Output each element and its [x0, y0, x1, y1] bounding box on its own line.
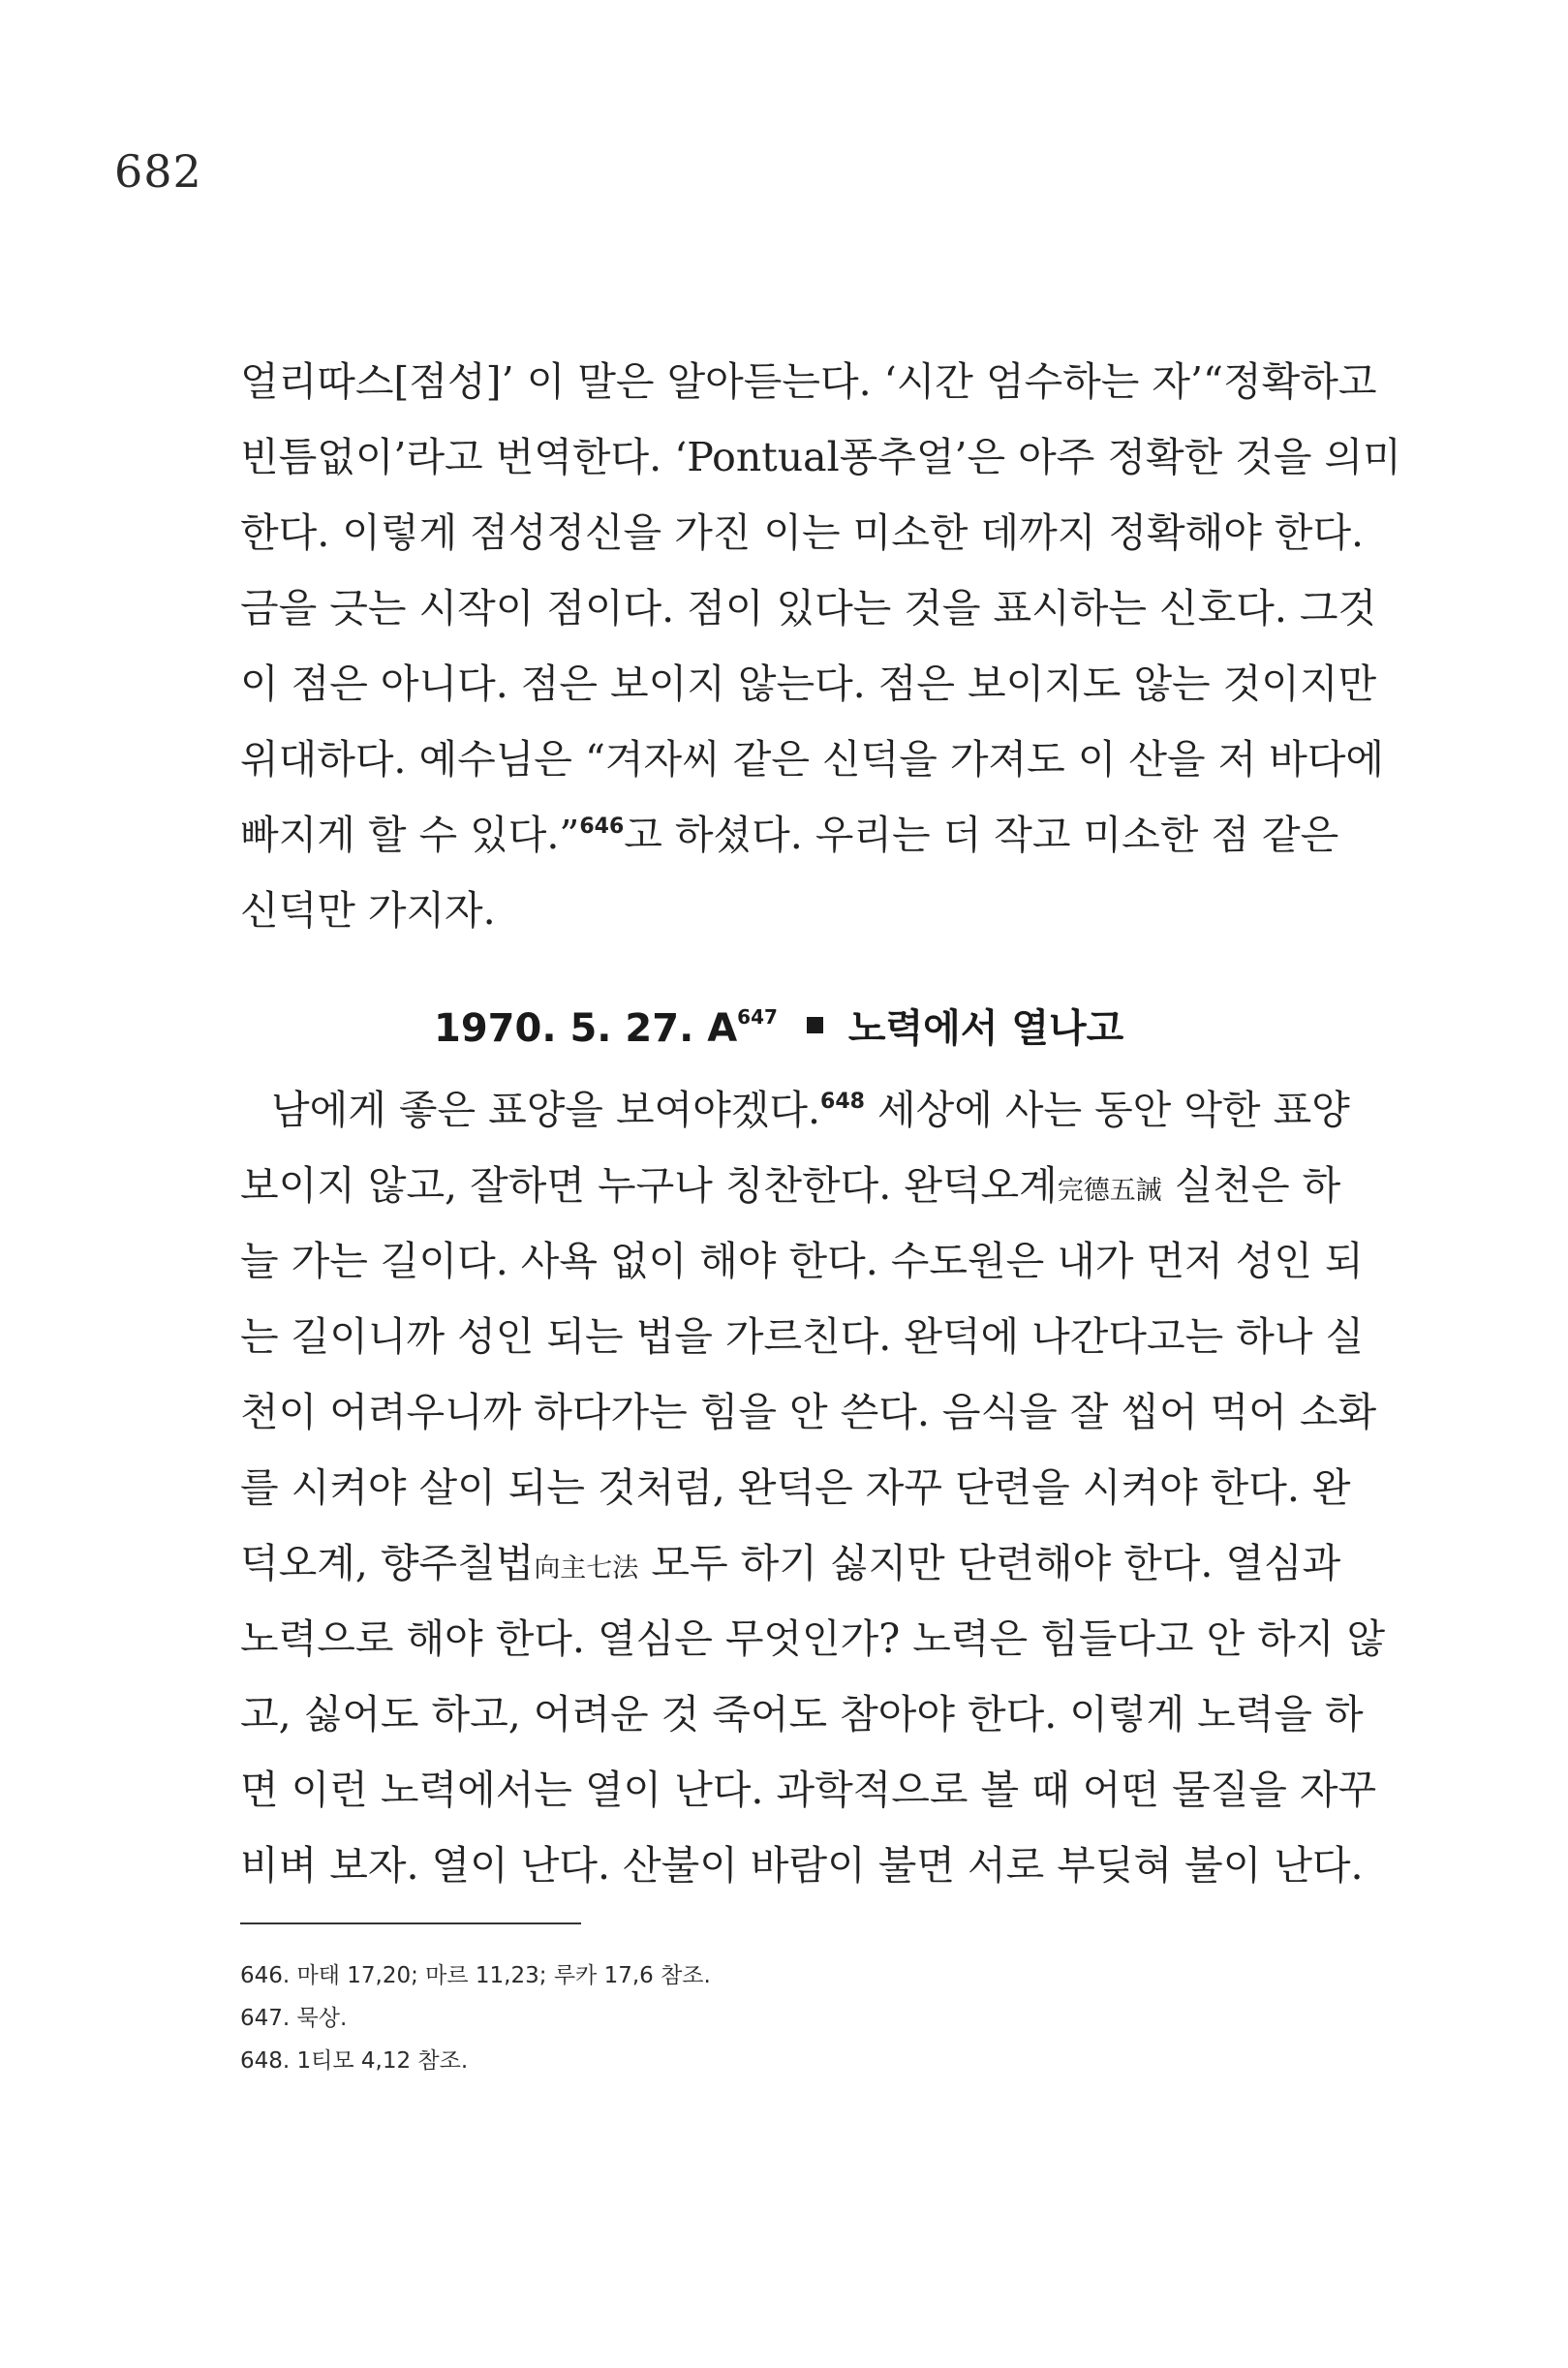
- heading-date: 1970. 5. 27. A: [434, 1006, 738, 1051]
- footnote-ref-647[interactable]: 647: [737, 1005, 778, 1029]
- paragraph1-line-2: 빈틈없이’라고 번역한다. ‘Pontual퐁추얼’은 아주 정확한 것을 의미: [240, 434, 1401, 480]
- paragraph2-line-3: 늘 가는 길이다. 사욕 없이 해야 한다. 수도원은 내가 먼저 성인 되: [240, 1238, 1364, 1284]
- paragraph1-line-4: 금을 긋는 시작이 점이다. 점이 있다는 것을 표시하는 신호다. 그것: [240, 585, 1377, 631]
- paragraph1-line-6: 위대하다. 예수님은 “겨자씨 같은 신덕을 가져도 이 산을 저 바다에: [240, 736, 1385, 783]
- text-span: 세상에 사는 동안 악한 표양: [864, 1087, 1350, 1133]
- paragraph1-line-7: [240, 808, 1339, 862]
- text-span: 빠지게 할 수 있다.”: [240, 812, 580, 858]
- text-span: 고 하셨다. 우리는 더 작고 미소한 점 같은: [624, 812, 1339, 858]
- paragraph1-line-5: 이 점은 아니다. 점은 보이지 않는다. 점은 보이지도 않는 것이지만: [240, 661, 1377, 707]
- paragraph2-line-7: [240, 1536, 1341, 1596]
- bullet-square-icon: [807, 1017, 823, 1033]
- paragraph2-line-2: [240, 1158, 1341, 1218]
- paragraph2-line-6: 를 시켜야 살이 되는 것처럼, 완덕은 자꾸 단련을 시켜야 한다. 완: [240, 1464, 1351, 1511]
- section-heading: [434, 1001, 1123, 1056]
- footnote-648: 648. 1티모 4,12 참조.: [240, 2048, 469, 2074]
- footnote-647: 647. 묵상.: [240, 2006, 348, 2031]
- paragraph2-line-11: 비벼 보자. 열이 난다. 산불이 바람이 불면 서로 부딪혀 불이 난다.: [240, 1842, 1364, 1889]
- footnote-ref-648[interactable]: 648: [820, 1090, 865, 1114]
- text-span: 실천은 하: [1161, 1162, 1341, 1209]
- hanja-annotation: 完德五誡: [1057, 1176, 1162, 1206]
- hanja-annotation: 向主七法: [534, 1553, 639, 1584]
- paragraph1-line-8: 신덕만 가지자.: [240, 887, 496, 934]
- paragraph1-line-1: 얼리따스[점성]’ 이 말은 알아듣는다. ‘시간 엄수하는 자’“정확하고: [240, 358, 1377, 405]
- footnote-646: 646. 마태 17,20; 마르 11,23; 루카 17,6 참조.: [240, 1963, 711, 1988]
- page-number: 682: [114, 145, 202, 198]
- paragraph2-line-10: 면 이런 노력에서는 열이 난다. 과학적으로 볼 때 어떤 물질을 자꾸: [240, 1767, 1377, 1813]
- paragraph1-line-3: 한다. 이렇게 점성정신을 가진 이는 미소한 데까지 정확해야 한다.: [240, 509, 1365, 556]
- paragraph2-line-9: 고, 싫어도 하고, 어려운 것 죽어도 참아야 한다. 이렇게 노력을 하: [240, 1691, 1364, 1738]
- footnote-ref-646[interactable]: 646: [579, 815, 625, 839]
- text-span: 보이지 않고, 잘하면 누구나 칭찬한다. 완덕오계: [240, 1162, 1058, 1209]
- text-span: 남에게 좋은 표양을 보여야겠다.: [271, 1087, 821, 1133]
- paragraph2-line-8: 노력으로 해야 한다. 열심은 무엇인가? 노력은 힘들다고 안 하지 않: [240, 1615, 1386, 1662]
- paragraph2-line-4: 는 길이니까 성인 되는 법을 가르친다. 완덕에 나간다고는 하나 실: [240, 1313, 1365, 1360]
- heading-title: 노력에서 열나고: [847, 1006, 1124, 1051]
- text-span: 덕오계, 향주칠법: [240, 1540, 535, 1586]
- footnote-divider: [240, 1922, 581, 1924]
- paragraph2-line-1: [271, 1083, 1350, 1137]
- paragraph2-line-5: 천이 어려우니까 하다가는 힘을 안 쓴다. 음식을 잘 씹어 먹어 소화: [240, 1389, 1377, 1435]
- text-span: 모두 하기 싫지만 단련해야 한다. 열심과: [638, 1540, 1341, 1586]
